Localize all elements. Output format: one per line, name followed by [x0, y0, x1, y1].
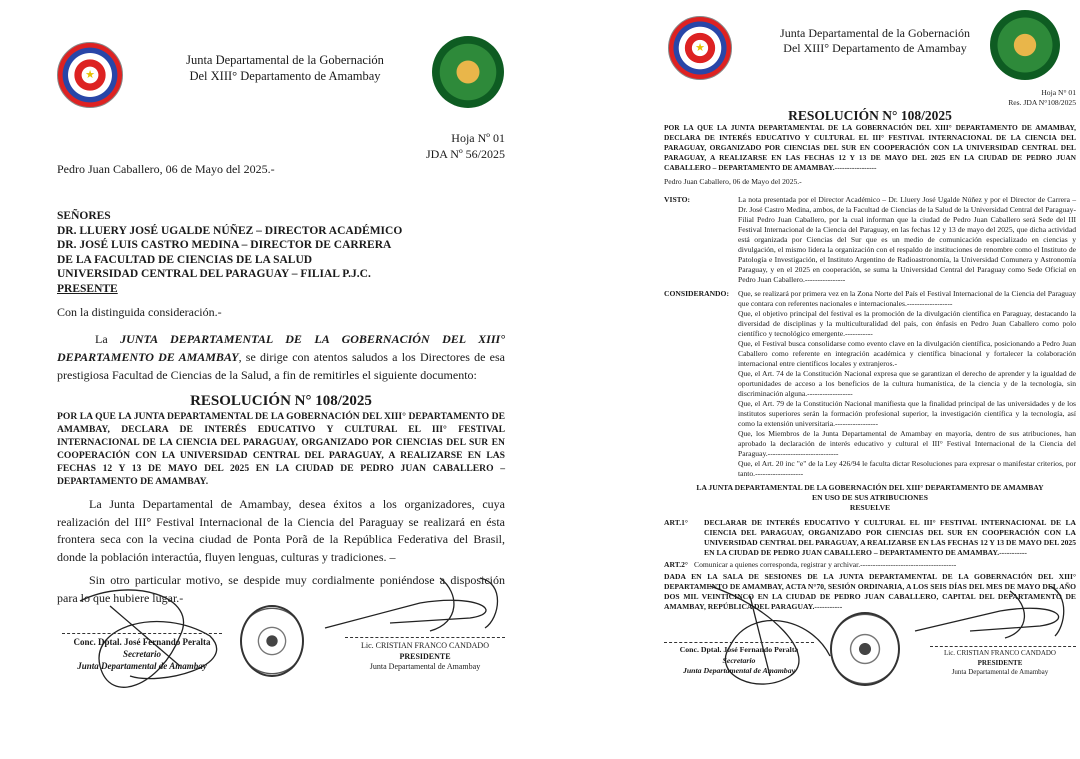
resolves-line: LA JUNTA DEPARTAMENTAL DE LA GOBERNACIÓN DEL XIII° DEPARTAMENTO DE AMAMBAY [696, 483, 1044, 492]
recipient-line: PRESENTE [57, 282, 118, 295]
article-1-label: ART.1° [664, 518, 688, 527]
signature-line [62, 633, 222, 634]
recipient-line: UNIVERSIDAD CENTRAL DEL PARAGUAY – FILIAL P.J.C. [57, 268, 371, 280]
signer-name: Conc. Dptal. José Fernando Peralta [679, 645, 799, 654]
reference-number: JDA Nº 56/2025 [425, 147, 505, 161]
considerando-label: CONSIDERANDO: [664, 289, 729, 298]
article-2-text: Comunicar a quienes corresponda, registrar y archivar.-------------------------------------- [694, 560, 957, 569]
resolution-subject: POR LA QUE LA JUNTA DEPARTAMENTAL DE LA GOBERNACIÓN DEL XIII° DEPARTAMENTO DE AMAMBAY, DECLARA DE INTERÉS EDUCATIVO Y CULTURAL EL III° FESTIVAL INTERNACIONAL DE LA CIENCIA DEL PARAGUAY, ORGANIZADO POR CIENCIAS DEL SUR EN COOPERACIÓN CON LA UNIVERSIDAD CENTRAL DEL PARAGUAY, A REALIZARSE EN LAS FECHAS 12 Y 13 DE MAYO DEL 2025 EN LA CIUDAD DE PEDRO JUAN CABALLERO – DEPARTAMENTO DE AMAMBAY.----------------- [664, 123, 1076, 172]
signer-name: Lic. CRISTIAN FRANCO CANDADO [360, 641, 489, 650]
intro-paragraph [57, 330, 505, 384]
letter-closing: Sin otro particular motivo, se despide muy cordialmente poniéndose a disposición para lo que hubiere lugar.- [57, 573, 505, 605]
resolves-line: EN USO DE SUS ATRIBUCIONES [812, 493, 928, 502]
gobernacion-amambay-logo [432, 36, 504, 108]
recipient-line: DR. JOSÉ LUIS CASTRO MEDINA – DIRECTOR DE CARRERA [57, 239, 392, 251]
considerando-item: Que, el Art. 74 de la Constitución Nacional expresa que se garantizan el derecho de aprender y la igualdad de oportunidades de acceso a los beneficios de la cultura humanística, de la ciencia y de la tecnología, sin discriminación alguna.------------------ [738, 369, 1076, 398]
letter-content [57, 130, 505, 681]
signer-name: Conc. Dptal. José Fernando Peralta [73, 637, 211, 647]
considerando-item: Que, el objetivo principal del festival es la promoción de la divulgación científica en Paraguay, destacando la diversidad de disciplinas y la multiculturalidad del país, con énfasis en Pedro Juan Caballero como polo científico y tecnológico emergente.----------- [738, 309, 1076, 338]
signer-role: Secretario [722, 655, 756, 665]
gobernacion-amambay-logo [990, 10, 1060, 80]
signer-org: Junta Departamental de Amambay [77, 661, 207, 671]
considerando-section [664, 289, 1076, 479]
letter-date: Pedro Juan Caballero, 06 de Mayo del 2025.- [57, 162, 275, 176]
article-2 [664, 560, 1076, 570]
letter-body: La Junta Departamental de Amambay, desea éxitos a los organizadores, cuya realización del III° Festival Internacional de la Ciencia del Paraguay se realizará en ésta frontera seca con la vecina ciudad de Ponta Porã de la República Federativa del Brasil, donde la población interactúa, fluyen lenguas, culturas y tradiciones. – [57, 497, 505, 564]
recipient-line: DE LA FACULTAD DE CIENCIAS DE LA SALUD [57, 253, 313, 266]
header-line2: Del XIII° Departamento de Amambay [783, 41, 967, 55]
recipients [57, 209, 505, 296]
considerando-item: Que, se realizará por primera vez en la Zona Norte del País el Festival Internacional de la Ciencia del Paraguay que contara con referentes nacionales e internacionales.------------------ [738, 289, 1076, 308]
resolves-line: RESUELVE [849, 503, 891, 512]
signer-name: Lic. CRISTIAN FRANCO CANDADO [943, 649, 1056, 657]
official-stamp [830, 612, 900, 686]
signature-line [345, 637, 505, 638]
recipient-line: DR. LLUERY JOSÉ UGALDE NÚÑEZ – DIRECTOR ACADÉMICO [57, 224, 403, 237]
signer-role: Secretario [123, 649, 161, 659]
resolves-heading [664, 483, 1076, 513]
signer-org: Junta Departamental de Amambay [369, 662, 481, 671]
intro-text: , se dirige con atentos saludos a los Directores de esa prestigiosa Facultad de Ciencias de la Salud, a fin de remitirles el siguiente documento: [57, 350, 505, 382]
article-1-text: DECLARAR DE INTERÉS EDUCATIVO Y CULTURAL EL III° FESTIVAL INTERNACIONAL DE LA CIENCIA DEL PARAGUAY, ORGANIZADO POR CIENCIAS DEL SUR EN COOPERACIÓN CON LA UNIVERSIDAD CENTRAL DEL PARAGUAY, A REALIZARSE EN LAS FECHAS 12 Y 13 DE MAYO DEL 2025 EN LA CIUDAD DE PEDRO JUAN CABALLERO – DEPARTAMENTO DE AMAMBAY.----------- [704, 518, 1076, 557]
visto-section [664, 195, 1076, 285]
president-signature-block [930, 649, 1070, 678]
recipient-line: SEÑORES [57, 210, 111, 222]
president-signature [320, 573, 510, 635]
resolution-reference [1008, 88, 1076, 108]
official-stamp [240, 605, 304, 677]
intro-text: La [95, 332, 121, 346]
secretary-signature-block [52, 636, 232, 672]
signature-area [57, 611, 505, 681]
signer-org: Junta Departamental de Amambay [682, 666, 796, 675]
signature-line [664, 642, 814, 643]
signer-role: PRESIDENTE [399, 651, 451, 661]
paraguay-seal-logo [57, 42, 123, 108]
president-signature [910, 586, 1076, 642]
considerando-item: Que, el Festival busca consolidarse como evento clave en la divulgación científica, posicionando a Pedro Juan Caballero como referente en integración académica y científica binacional y fortalecer la colaboración internacional entre científicos locales y extranjeros.- [738, 339, 1076, 368]
greeting: Con la distinguida consideración.- [57, 305, 222, 319]
considerando-list [738, 289, 1076, 479]
considerando-item: Que, el Art. 79 de la Constitución Nacional manifiesta que la finalidad principal de las universidades y de los institutos superiores serán la formación profesional superior, la investigación científica y la tecnología, así como la extensión universitaria.----------------- [738, 399, 1076, 428]
intro-bold: JUNTA DEPARTAMENTAL DE LA GOBERNACIÓN DEL XIII° DEPARTAMENTO DE AMAMBAY [57, 332, 505, 364]
resolution-header [760, 26, 990, 56]
signer-role: PRESIDENTE [977, 658, 1023, 667]
header-line1: Junta Departamental de la Gobernación [186, 53, 384, 67]
sheet-number: Hoja Nº 01 [451, 131, 505, 145]
signer-org: Junta Departamental de Amambay [951, 668, 1049, 676]
article-2-label: ART.2° [664, 560, 688, 569]
sheet-number: Hoja N° 01 [1041, 88, 1076, 97]
considerando-item: Que, el Art. 20 inc "e" de la Ley 426/94 le faculta dictar Resoluciones para expresar o manifestar criterios, por tanto.------------------- [738, 459, 1076, 478]
signature-line [930, 646, 1076, 647]
resolution-content [664, 88, 1076, 686]
resolution-subject: POR LA QUE LA JUNTA DEPARTAMENTAL DE LA GOBERNACIÓN DEL XIII° DEPARTAMENTO DE AMAMBAY, DECLARA DE INTERÉS EDUCATIVO Y CULTURAL EL III° FESTIVAL INTERNACIONAL DE LA CIENCIA DEL PARAGUAY, ORGANIZADO POR CIENCIAS DEL SUR EN COOPERACIÓN CON LA UNIVERSIDAD CENTRAL DEL PARAGUAY, A REALIZARSE EN LAS FECHAS 12 Y 13 DE MAYO DEL 2025 EN LA CIUDAD DE PEDRO JUAN CABALLERO – DEPARTAMENTO DE AMAMBAY. [57, 411, 505, 487]
signature-area [664, 616, 1076, 686]
header-line1: Junta Departamental de la Gobernación [780, 26, 970, 40]
resolution-date: Pedro Juan Caballero, 06 de Mayo del 2025.- [664, 177, 802, 186]
secretary-signature-block [654, 645, 824, 677]
letter-header [170, 52, 400, 84]
article-1 [664, 518, 1076, 558]
resolution-page [640, 0, 1080, 759]
considerando-item: Que, los Miembros de la Junta Departamental de Amambay en mayoría, dentro de sus atribuciones, han aprobado la declaración de interés educativo y cultural el III° Festival Internacional de la Ciencia del Paraguay.---------------------------- [738, 429, 1076, 458]
visto-label: VISTO: [664, 195, 691, 204]
dada-paragraph: DADA EN LA SALA DE SESIONES DE LA JUNTA DEPARTAMENTAL DE LA GOBERNACIÓN DEL XIII° DEPARTAMENTO DE AMAMBAY, ACTA N°70, SESIÓN ORDINARIA, A LOS SEIS DÍAS DEL MES DE MAYO DEL AÑO DOS MIL VEINTICINCO EN LA CIUDAD DE PEDRO JUAN CABALLERO, CAPITAL DEL DEPARTAMENTO DE AMAMBAY, REPÚBLICA DEL PARAGUAY.----------- [664, 572, 1076, 611]
president-signature-block [350, 641, 500, 673]
paraguay-seal-logo [668, 16, 732, 80]
header-line2: Del XIII° Departamento de Amambay [189, 69, 381, 83]
resolution-title: RESOLUCIÓN N° 108/2025 [788, 108, 952, 123]
visto-text: La nota presentada por el Director Académico – Dr. Lluery José Ugalde Núñez y por el Director de Carrera – Dr. José Castro Medina, ambos, de la Facultad de Ciencias de la Salud de la Universidad Central del Paraguay-Filial Pedro Juan Caballero, por la cual informan que la ciudad de Pedro Juan Caballero será Sede del III Festival Internacional de la Ciencia del Paraguay, en las fechas 12 y 13 de mayo del 2025, que dicha actividad está organizada por Ciencias del Sur que es un medio de comunicación especializado en ciencias y divulgación, el mismo lidera la organización con el respaldo de instituciones de renombre como el Instituto de Patología e Investigación, el Instituto Argentino de Radioastronomía, la Universidad Comunera y Astronomía Paraguay, y en el 2025 en cooperación, se suma la Universidad Central del Paraguay como Sede Oficial en Pedro Juan Caballero.---------------- [738, 195, 1076, 284]
resolution-title: RESOLUCIÓN N° 108/2025 [190, 393, 372, 409]
letter-reference [426, 130, 505, 162]
reference-number: Res. JDA N°108/2025 [1008, 98, 1076, 107]
